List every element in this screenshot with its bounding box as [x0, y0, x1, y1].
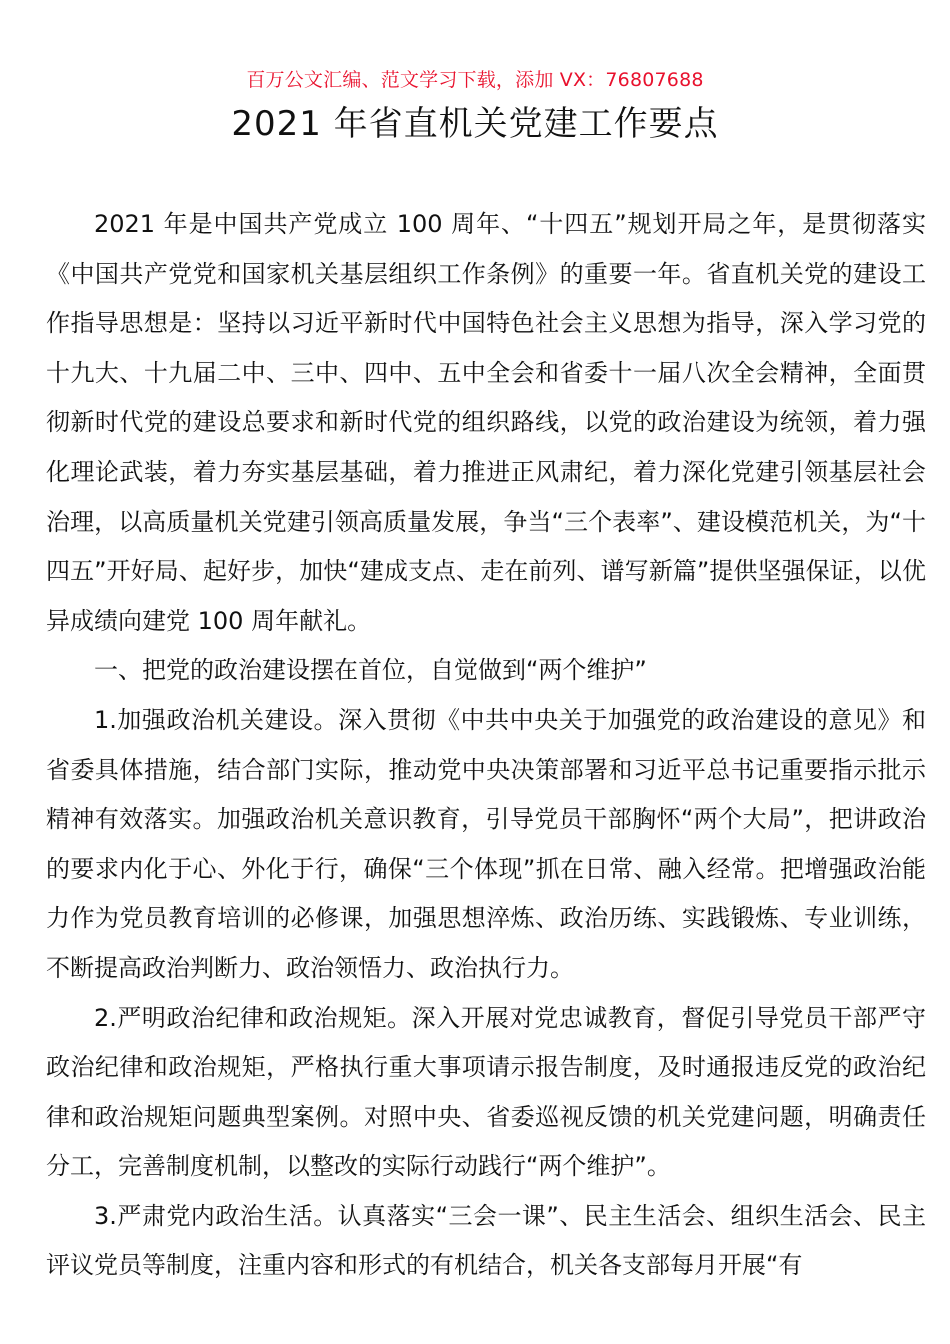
paragraph-intro: 2021 年是中国共产党成立 100 周年、“十四五”规划开局之年，是贯彻落实《中国共产党党和国家机关基层组织工作条例》的重要一年。省直机关党的建设工作指导思想是：坚持以习近平新时代中国特色社会主义思想为指导，深入学习党的十九大、十九届二中、三中、四中、五中全会和省委十一届八次全会精神，全面贯彻新时代党的建设总要求和新时代党的组织路线，以党的政治建设为统领，着力强化理论武装，着力夯实基层基础，着力推进正风肃纪，着力深化党建引领基层社会治理，以高质量机关党建引领高质量发展，争当“三个表率”、建设模范机关，为“十四五”开好局、起好步，加快“建成支点、走在前列、谱写新篇”提供坚强保证，以优异成绩向建党 100 周年献礼。 — [46, 210, 926, 635]
section-heading-1: 一、把党的政治建设摆在首位，自觉做到“两个维护” — [94, 656, 647, 685]
paragraph-item-1: 1.加强政治机关建设。深入贯彻《中共中央关于加强党的政治建设的意见》和省委具体措施，结合部门实际，推动党中央决策部署和习近平总书记重要指示批示精神有效落实。加强政治机关意识教育，引导党员干部胸怀“两个大局”，把讲政治的要求内化于心、外化于行，确保“三个体现”抓在日常、融入经常。把增强政治能力作为党员教育培训的必修课，加强思想淬炼、政治历练、实践锻炼、专业训练，不断提高政治判断力、政治领悟力、政治执行力。 — [46, 705, 926, 982]
document-body — [46, 200, 926, 1291]
paragraph-item-3: 3.严肃党内政治生活。认真落实“三会一课”、民主生活会、组织生活会、民主评议党员等制度，注重内容和形式的有机结合，机关各支部每月开展“有 — [46, 1201, 926, 1280]
paragraph-item-2: 2.严明政治纪律和政治规矩。深入开展对党忠诚教育，督促引导党员干部严守政治纪律和政治规矩，严格执行重大事项请示报告制度，及时通报违反党的政治纪律和政治规矩问题典型案例。对照中央、省委巡视反馈的机关党建问题，明确责任分工，完善制度机制，以整改的实际行动践行“两个维护”。 — [46, 1003, 926, 1181]
watermark-banner: 百万公文汇编、范文学习下载，添加 VX：76807688 — [246, 69, 704, 91]
document-title: 2021 年省直机关党建工作要点 — [231, 104, 719, 144]
